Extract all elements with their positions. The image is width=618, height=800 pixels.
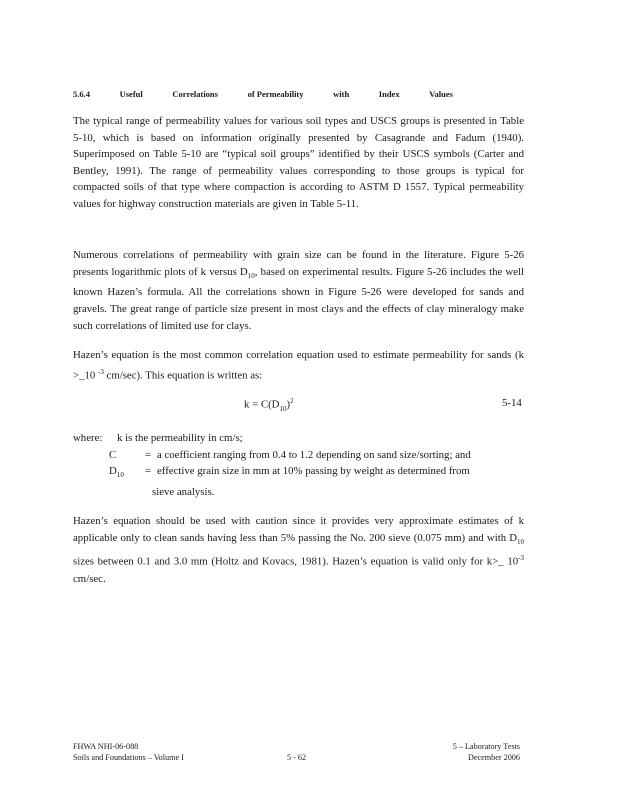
definition-equals: = bbox=[144, 448, 152, 461]
hazen-equation bbox=[244, 397, 294, 413]
superscript: -3 bbox=[518, 554, 524, 563]
text-run: Hazen’s equation should be used with caution since it provides very approximate estimates of k applicable only to clean sands having less than 5% passing the No. 200 sieve (0.075 mm) and with D bbox=[73, 515, 524, 544]
definitions-lead: where: bbox=[73, 432, 103, 444]
definition-term bbox=[109, 463, 139, 484]
equation-exponent: 2 bbox=[290, 397, 294, 405]
heading-word: Values bbox=[429, 89, 453, 99]
term-subscript: 10 bbox=[116, 471, 124, 480]
subscript: 10 bbox=[247, 271, 255, 280]
heading-word: of Permeability bbox=[247, 89, 304, 99]
paragraph-hazen-caution bbox=[73, 513, 524, 587]
definition-text: a coefficient ranging from 0.4 to 1.2 depending on sand size/sorting; and bbox=[157, 448, 471, 461]
term-letter: D bbox=[109, 465, 117, 478]
definition-continuation: sieve analysis. bbox=[152, 485, 215, 498]
footer-report-number: FHWA NHI-06-088 bbox=[73, 742, 139, 751]
equation-lhs: k = C(D bbox=[244, 398, 280, 411]
footer-left bbox=[73, 741, 184, 763]
footer-date: December 2006 bbox=[467, 753, 520, 762]
equation-subscript: 10 bbox=[279, 404, 287, 413]
footer-title: Soils and Foundations – Volume I bbox=[73, 753, 184, 762]
definition-text: effective grain size in mm at 10% passing by weight as determined from bbox=[157, 465, 470, 478]
definition-text: k is the permeability in cm/s; bbox=[117, 432, 243, 444]
footer-chapter: 5 – Laboratory Tests bbox=[452, 742, 520, 751]
equation-paren: ) bbox=[286, 398, 291, 411]
page-number: 5 - 62 bbox=[287, 753, 307, 762]
text-run: Hazen’s equation is the most common correlation equation used to estimate permeability for sands (k >_10 bbox=[73, 349, 524, 382]
paragraph-permeability-range: The typical range of permeability values for various soil types and USCS groups is presented in Table 5-10, which is based on information originally presented by Casagrande and Fadum (1940). Superimposed on Table 5-10 are “typical soil groups” identified by their USCS symbols (Carter and Bentley, 1991). The range of permeability values corresponding to those groups is typical for compacted soils of that type where compaction is according to ASTM D 1557. Typical permeability values for highway construction materials are given in Table 5-11. bbox=[73, 115, 524, 210]
text-run: cm/sec). This equation is written as: bbox=[103, 369, 263, 382]
definition-equals: = bbox=[144, 465, 152, 478]
paragraph-hazen-intro bbox=[73, 347, 524, 384]
definition-d10 bbox=[73, 463, 524, 484]
definitions-block bbox=[73, 430, 524, 501]
definition-term: C bbox=[109, 448, 117, 461]
text-run: Numerous correlations of permeability with grain size can be found in the literature. Figure 5-26 presents logarithmic plots of k versus D bbox=[73, 249, 524, 278]
heading-word: Useful bbox=[119, 89, 143, 99]
text-run: cm/sec. bbox=[73, 572, 106, 585]
text-run: sizes between 0.1 and 3.0 mm (Holtz and Kovacs, 1981). Hazen’s equation is valid only for k>_ 10 bbox=[73, 555, 519, 568]
footer-right bbox=[440, 741, 520, 763]
paragraph-correlations bbox=[73, 247, 524, 334]
definition-c bbox=[73, 447, 524, 464]
heading-word: with bbox=[333, 89, 350, 99]
text-run: , based on experimental results. Figure 5-26 includes the well known Hazen’s formula. All the correlations shown in Figure 5-26 were developed for sands and gravels. The great range of particle size present in most clays and the effects of clay mineralogy make such correlations of limited use for clays. bbox=[73, 265, 525, 332]
subscript: 10 bbox=[517, 537, 524, 546]
heading-word: Correlations bbox=[172, 89, 218, 99]
equation-number: 5-14 bbox=[502, 397, 522, 409]
superscript: -3 bbox=[97, 367, 104, 376]
definition-k bbox=[73, 430, 524, 447]
heading-word: Index bbox=[378, 89, 400, 99]
section-heading bbox=[73, 89, 453, 99]
section-number: 5.6.4 bbox=[73, 89, 90, 99]
